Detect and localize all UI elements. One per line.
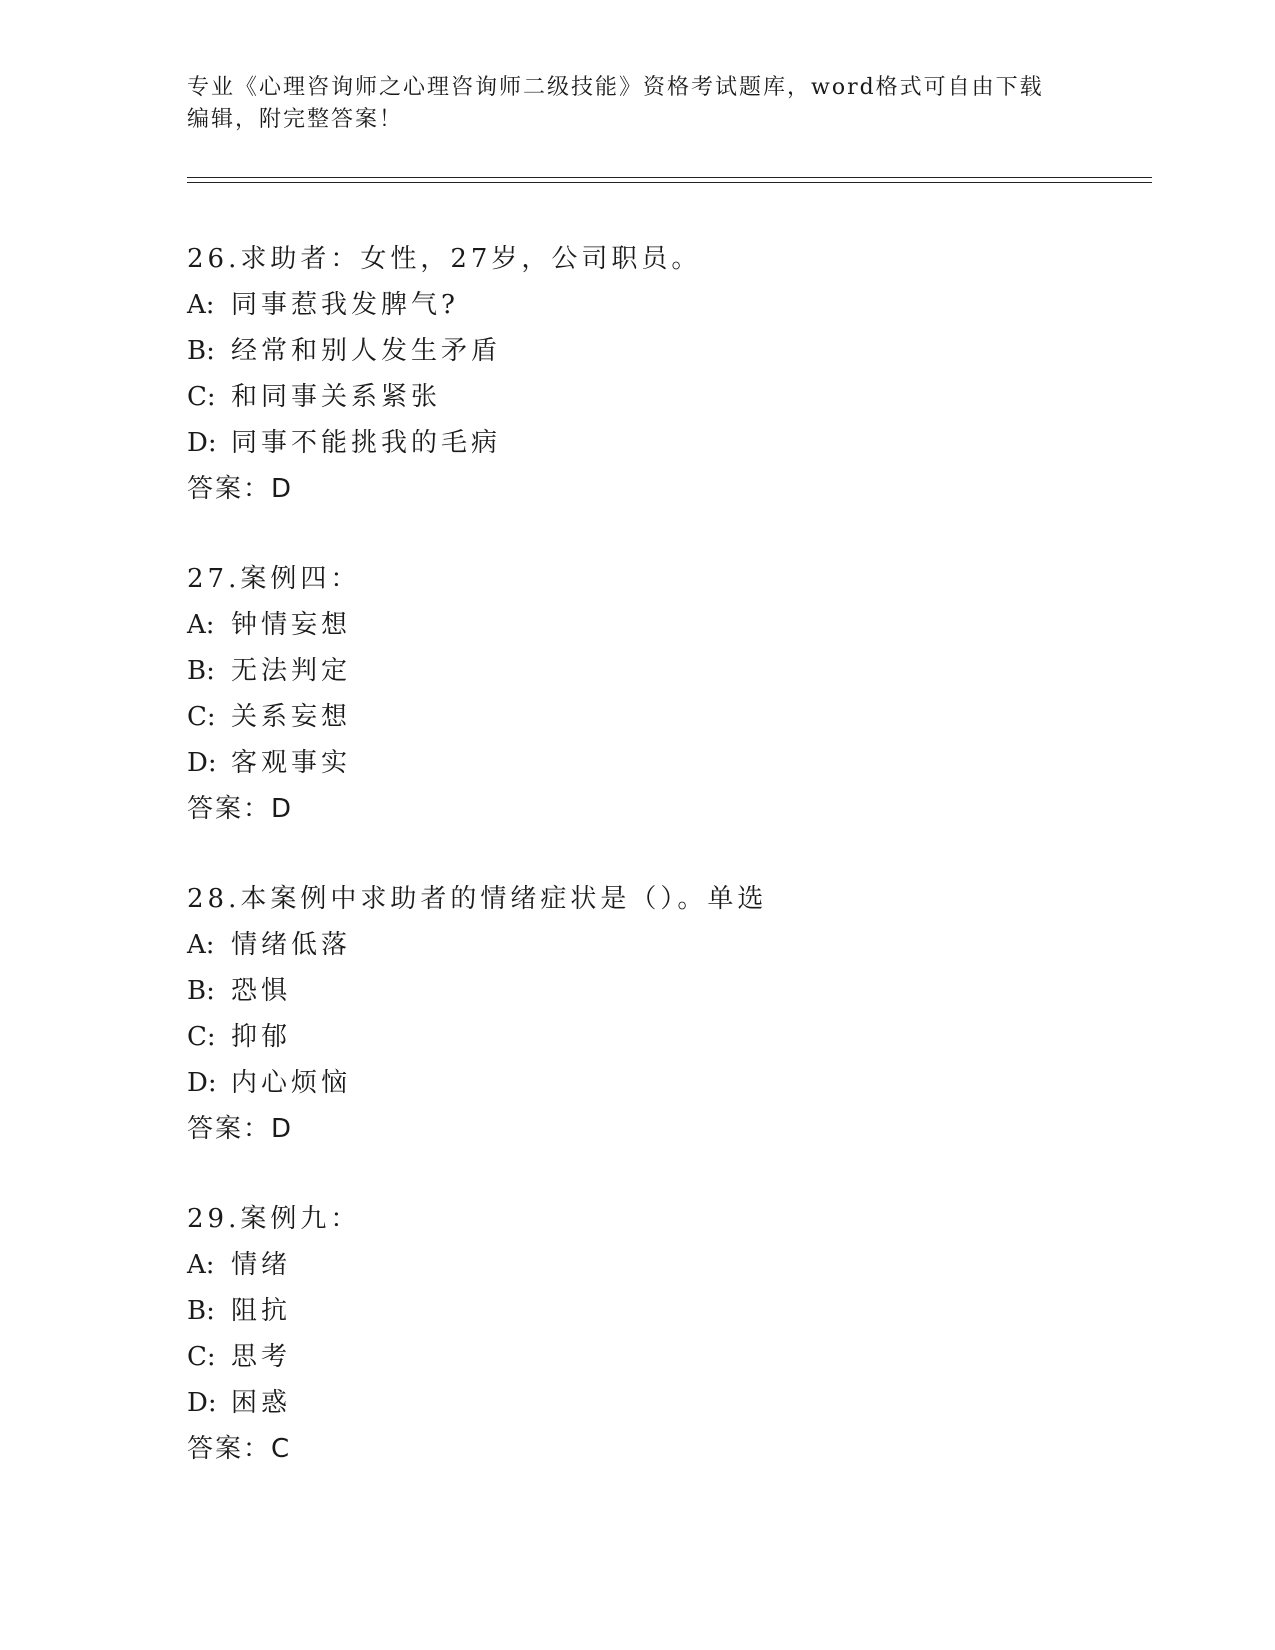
option-letter: D: [187,748,217,778]
option-letter: D: [187,1388,217,1418]
option-b [187,1288,1147,1334]
option-text: 和同事关系紧张 [231,382,442,412]
option-letter: C: [187,382,216,412]
option-letter: C: [187,702,216,732]
option-text: 内心烦恼 [231,1068,352,1098]
option-letter: D: [187,428,217,458]
option-text: 情绪低落 [231,930,352,960]
option-text: 阻抗 [231,1296,292,1326]
option-d [187,740,1147,786]
option-letter: B: [187,1296,215,1326]
option-letter: C: [187,1342,216,1372]
question-stem: 26.求助者：女性，27岁，公司职员。 [187,244,702,274]
answer-line: 答案：C [187,1434,292,1464]
option-text: 无法判定 [231,656,352,686]
option-b [187,968,1147,1014]
question-stem: 27.案例四： [187,564,361,594]
header-divider-top [187,177,1152,178]
option-text: 情绪 [231,1250,292,1280]
option-letter: B: [187,976,215,1006]
option-a [187,282,1147,328]
question-list [187,236,1147,1516]
option-letter: A: [187,1250,215,1280]
document-header [187,72,1067,136]
option-c [187,1014,1147,1060]
answer-line: 答案：D [187,474,294,504]
option-letter: D: [187,1068,217,1098]
option-text: 同事惹我发脾气? [231,290,459,320]
answer-line: 答案：D [187,1114,294,1144]
option-text: 同事不能挑我的毛病 [231,428,502,458]
option-c [187,694,1147,740]
question-27 [187,556,1147,876]
option-text: 关系妄想 [231,702,352,732]
header-line-2: 编辑，附完整答案！ [187,107,404,132]
option-text: 抑郁 [231,1022,292,1052]
option-d [187,1060,1147,1106]
option-c [187,1334,1147,1380]
option-letter: A: [187,610,215,640]
option-letter: B: [187,656,215,686]
header-line-1: 专业《心理咨询师之心理咨询师二级技能》资格考试题库，word格式可自由下载 [187,75,1044,100]
option-b [187,328,1147,374]
option-c [187,374,1147,420]
option-a [187,1242,1147,1288]
option-text: 钟情妄想 [231,610,352,640]
option-text: 恐惧 [231,976,292,1006]
option-letter: C: [187,1022,216,1052]
question-26 [187,236,1147,556]
option-d [187,1380,1147,1426]
header-divider-bottom [187,182,1152,183]
question-28 [187,876,1147,1196]
answer-line: 答案：D [187,794,294,824]
option-text: 经常和别人发生矛盾 [231,336,502,366]
option-letter: B: [187,336,215,366]
option-text: 客观事实 [231,748,352,778]
option-letter: A: [187,290,215,320]
option-b [187,648,1147,694]
option-a [187,602,1147,648]
option-text: 思考 [231,1342,292,1372]
option-d [187,420,1147,466]
option-letter: A: [187,930,215,960]
question-stem: 29.案例九： [187,1204,361,1234]
question-stem: 28.本案例中求助者的情绪症状是（）。单选 [187,884,768,914]
option-a [187,922,1147,968]
option-text: 困惑 [231,1388,292,1418]
question-29 [187,1196,1147,1516]
